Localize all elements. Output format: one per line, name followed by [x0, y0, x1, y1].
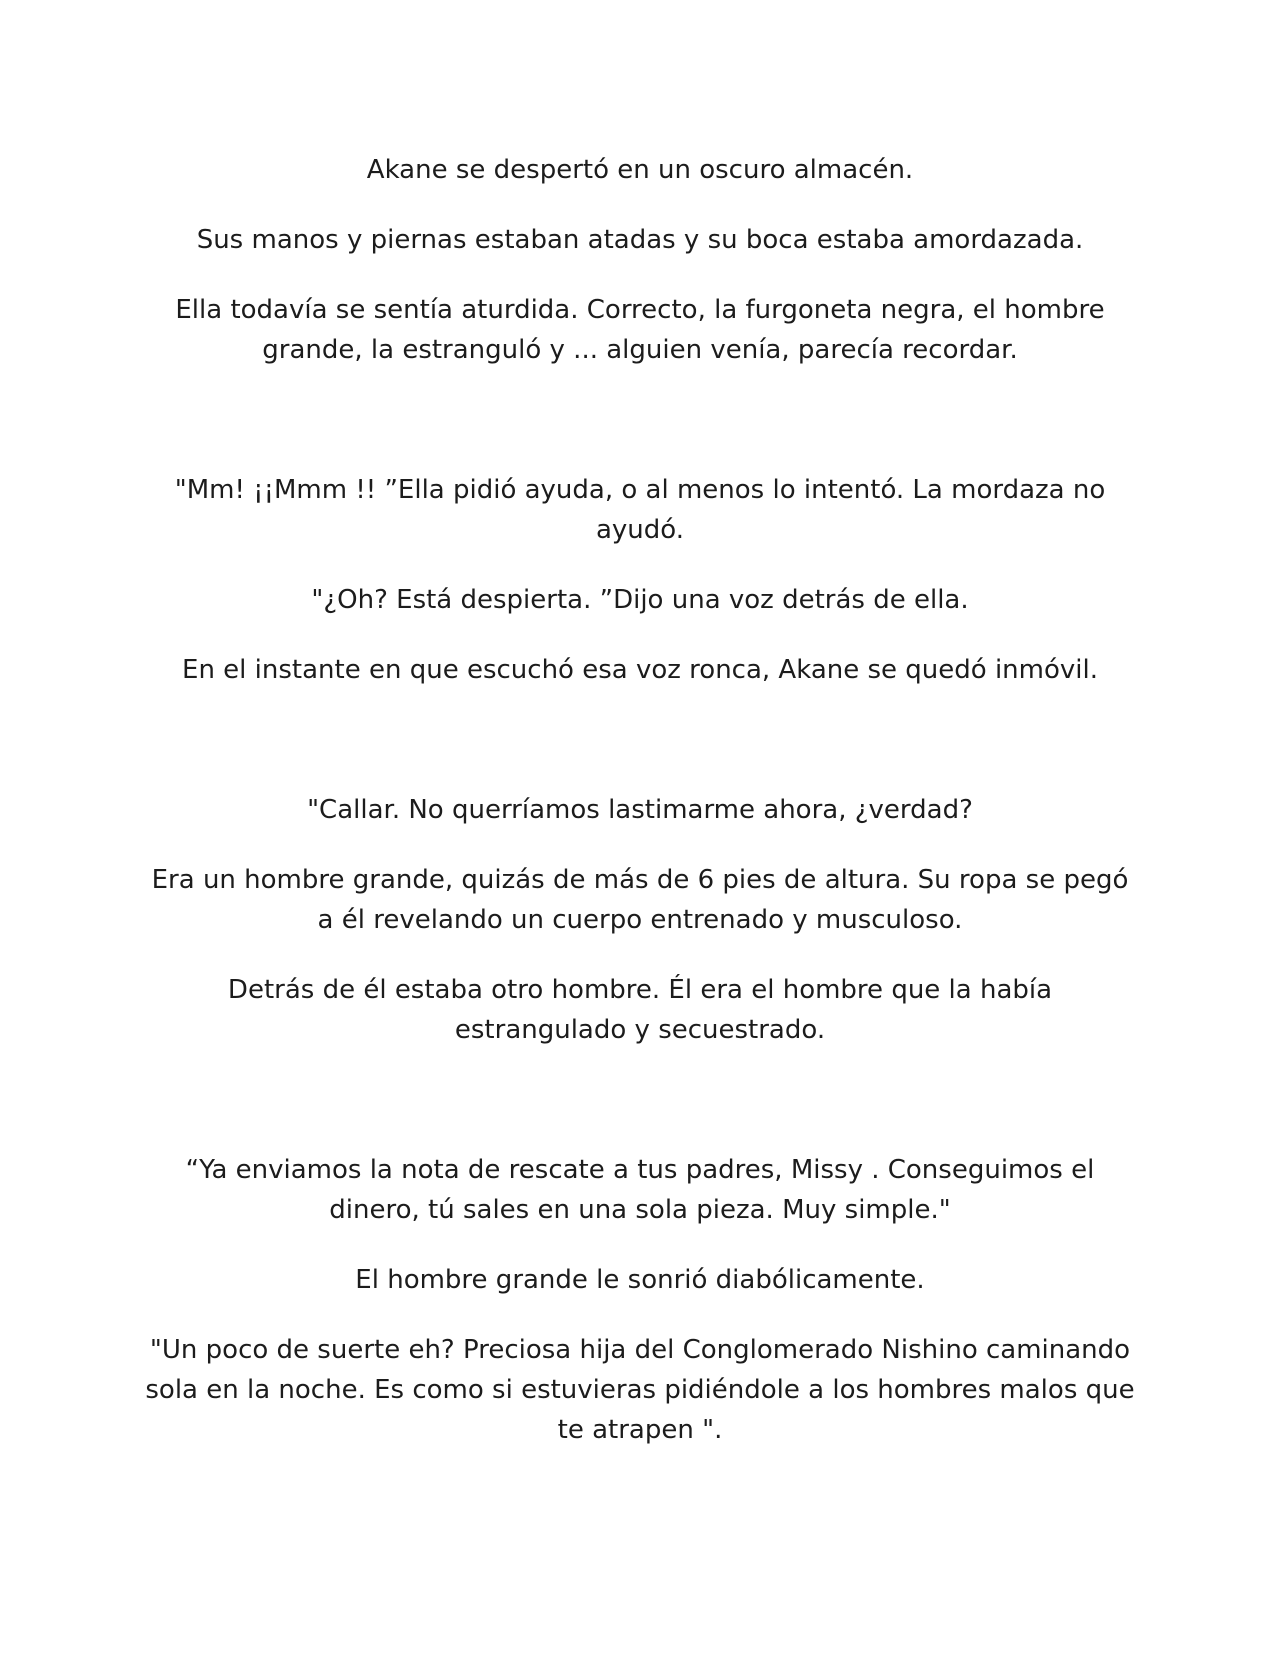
paragraph-1: Akane se despertó en un oscuro almacén.: [366, 155, 914, 185]
paragraph-12: "Un poco de suerte eh? Preciosa hija del Conglomerado Nishino caminando sola en la noche. Es como si estuvieras pidiéndole a los hombres malos que te atrapen ".: [145, 1335, 1135, 1445]
paragraph-8: Era un hombre grande, quizás de más de 6 pies de altura. Su ropa se pegó a él revelando un cuerpo entrenado y musculoso.: [151, 865, 1129, 935]
paragraph-9: Detrás de él estaba otro hombre. Él era el hombre que la había estrangulado y secuestrado.: [227, 975, 1053, 1045]
paragraph-4: "Mm! ¡¡Mmm !! ”Ella pidió ayuda, o al menos lo intentó. La mordaza no ayudó.: [174, 475, 1106, 545]
paragraph-6: En el instante en que escuchó esa voz ronca, Akane se quedó inmóvil.: [182, 655, 1098, 685]
paragraph-3: Ella todavía se sentía aturdida. Correcto, la furgoneta negra, el hombre grande, la estranguló y ... alguien venía, parecía recordar.: [175, 295, 1105, 365]
paragraph-5: "¿Oh? Está despierta. ”Dijo una voz detrás de ella.: [311, 585, 969, 615]
paragraph-10: “Ya enviamos la nota de rescate a tus padres, Missy . Conseguimos el dinero, tú sales en una sola pieza. Muy simple.": [185, 1155, 1095, 1225]
paragraph-11: El hombre grande le sonrió diabólicamente.: [355, 1265, 925, 1295]
paragraph-7: "Callar. No querríamos lastimarme ahora, ¿verdad?: [307, 795, 973, 825]
paragraph-2: Sus manos y piernas estaban atadas y su boca estaba amordazada.: [196, 225, 1084, 255]
